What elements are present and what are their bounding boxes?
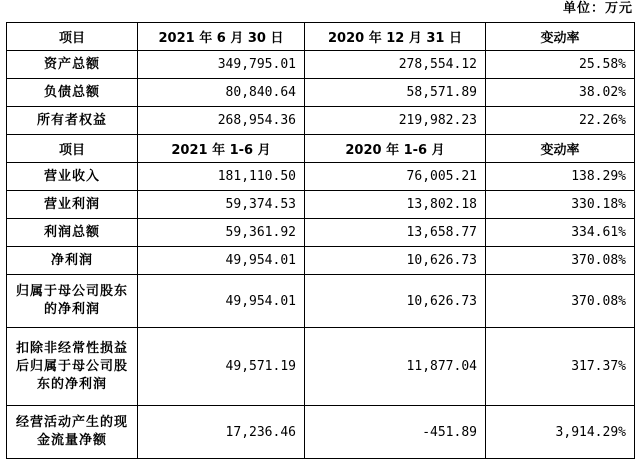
header-rate: 变动率 <box>486 135 635 163</box>
row-value-b: 11,877.04 <box>305 328 486 406</box>
row-item: 营业利润 <box>7 191 138 219</box>
row-item: 利润总额 <box>7 219 138 247</box>
row-rate: 25.58% <box>486 51 635 79</box>
row-item: 扣除非经常性损益后归属于母公司股东的净利润 <box>7 328 138 406</box>
table-row <box>7 163 635 191</box>
row-value-b: -451.89 <box>305 406 486 459</box>
row-item: 营业收入 <box>7 163 138 191</box>
header-rate: 变动率 <box>486 23 635 51</box>
row-value-a: 181,110.50 <box>138 163 305 191</box>
row-rate: 22.26% <box>486 107 635 135</box>
row-item: 经营活动产生的现金流量净额 <box>7 406 138 459</box>
row-rate: 370.08% <box>486 275 635 328</box>
row-item: 负债总额 <box>7 79 138 107</box>
unit-label: 单位：万元 <box>562 1 633 16</box>
row-value-a: 49,954.01 <box>138 275 305 328</box>
table-row <box>7 191 635 219</box>
header-item: 项目 <box>7 135 138 163</box>
header-col-a: 2021 年 1-6 月 <box>138 135 305 163</box>
table-row <box>7 328 635 406</box>
row-rate: 370.08% <box>486 247 635 275</box>
row-value-a: 59,361.92 <box>138 219 305 247</box>
row-value-b: 219,982.23 <box>305 107 486 135</box>
header-col-b: 2020 年 12 月 31 日 <box>305 23 486 51</box>
row-rate: 330.18% <box>486 191 635 219</box>
row-value-a: 49,571.19 <box>138 328 305 406</box>
row-value-b: 10,626.73 <box>305 247 486 275</box>
table-row <box>7 219 635 247</box>
header-col-a: 2021 年 6 月 30 日 <box>138 23 305 51</box>
row-rate: 317.37% <box>486 328 635 406</box>
row-value-a: 59,374.53 <box>138 191 305 219</box>
table-row <box>7 107 635 135</box>
table-header-row <box>7 135 635 163</box>
row-rate: 3,914.29% <box>486 406 635 459</box>
table-row <box>7 275 635 328</box>
row-value-b: 13,658.77 <box>305 219 486 247</box>
row-value-a: 268,954.36 <box>138 107 305 135</box>
row-rate: 334.61% <box>486 219 635 247</box>
row-value-b: 13,802.18 <box>305 191 486 219</box>
row-item: 资产总额 <box>7 51 138 79</box>
header-item: 项目 <box>7 23 138 51</box>
row-item: 所有者权益 <box>7 107 138 135</box>
row-value-a: 17,236.46 <box>138 406 305 459</box>
row-rate: 138.29% <box>486 163 635 191</box>
table-row <box>7 79 635 107</box>
table-header-row <box>7 23 635 51</box>
header-col-b: 2020 年 1-6 月 <box>305 135 486 163</box>
row-value-a: 49,954.01 <box>138 247 305 275</box>
row-value-a: 349,795.01 <box>138 51 305 79</box>
row-item: 净利润 <box>7 247 138 275</box>
row-item: 归属于母公司股东的净利润 <box>7 275 138 328</box>
row-value-b: 278,554.12 <box>305 51 486 79</box>
table-row <box>7 247 635 275</box>
row-value-a: 80,840.64 <box>138 79 305 107</box>
financial-table <box>6 22 635 459</box>
table-row <box>7 51 635 79</box>
row-value-b: 76,005.21 <box>305 163 486 191</box>
row-rate: 38.02% <box>486 79 635 107</box>
table-row <box>7 406 635 459</box>
row-value-b: 10,626.73 <box>305 275 486 328</box>
row-value-b: 58,571.89 <box>305 79 486 107</box>
